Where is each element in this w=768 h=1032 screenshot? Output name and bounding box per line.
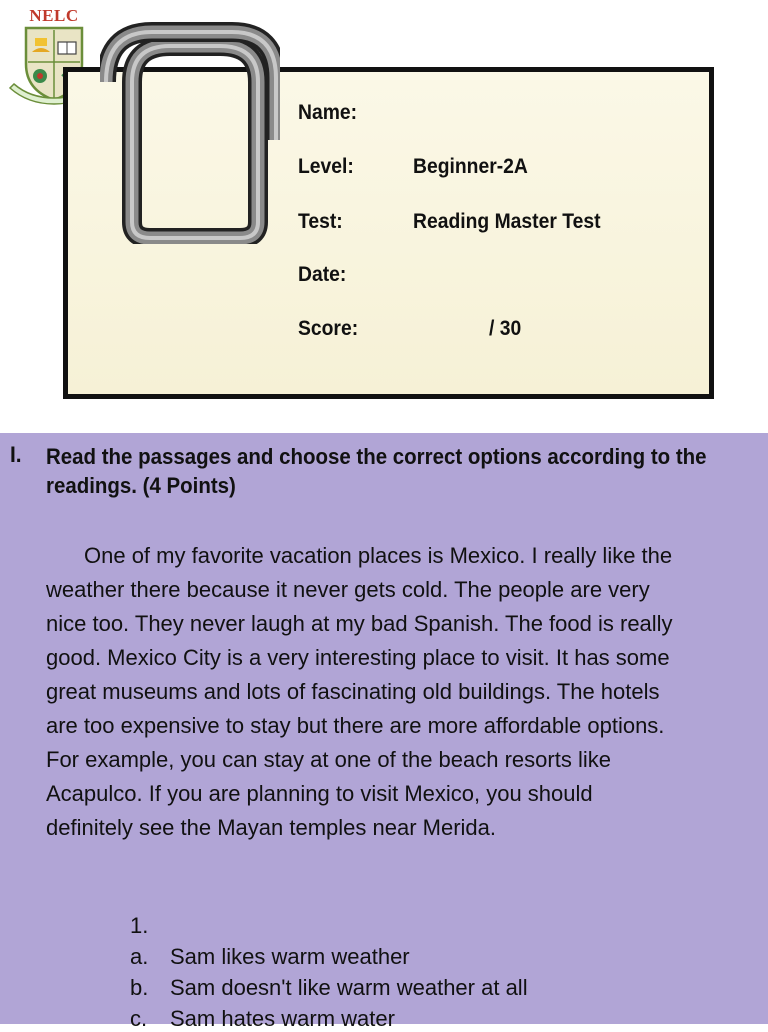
- option-letter: c.: [130, 1006, 148, 1031]
- passage-line: weather there because it never gets cold. The people are very: [46, 577, 650, 602]
- test-label: Test:: [298, 210, 343, 233]
- paper-clip-icon: [100, 22, 280, 244]
- reading-section: [0, 433, 768, 1031]
- option-text: Sam hates warm water: [170, 1006, 395, 1031]
- option-letter: b.: [130, 975, 149, 1000]
- option-text: Sam likes warm weather: [170, 944, 410, 969]
- section-instruction: Read the passages and choose the correct options according to the readings. (4 Points): [46, 444, 707, 498]
- reading-passage: [46, 539, 746, 845]
- passage-line: One of my favorite vacation places is Mexico. I really like the: [84, 543, 673, 568]
- test-value: Reading Master Test: [413, 210, 601, 233]
- passage-line: definitely see the Mayan temples near Merida.: [46, 815, 497, 840]
- level-value: Beginner-2A: [413, 155, 528, 178]
- passage-line: good. Mexico City is a very interesting place to visit. It has some: [46, 645, 670, 670]
- passage-line: Acapulco. If you are planning to visit Mexico, you should: [46, 781, 593, 806]
- passage-line: For example, you can stay at one of the beach resorts like: [46, 747, 611, 772]
- option-text: Sam doesn't like warm weather at all: [170, 975, 528, 1000]
- option-a[interactable]: [130, 944, 410, 970]
- name-label: Name:: [298, 101, 358, 124]
- passage-line: are too expensive to stay but there are more affordable options.: [46, 713, 665, 738]
- logo-text: NELC: [29, 6, 79, 25]
- level-label: Level:: [298, 155, 354, 178]
- passage-line: nice too. They never laugh at my bad Spanish. The food is really: [46, 611, 673, 636]
- option-c[interactable]: [130, 1006, 395, 1032]
- option-b[interactable]: [130, 975, 528, 1001]
- question-number: 1.: [130, 913, 149, 938]
- passage-line: great museums and lots of fascinating old buildings. The hotels: [46, 679, 660, 704]
- section-number: I.: [10, 442, 22, 467]
- option-letter: a.: [130, 944, 149, 969]
- score-label: Score:: [298, 317, 359, 340]
- date-label: Date:: [298, 263, 347, 286]
- score-value: / 30: [489, 317, 522, 340]
